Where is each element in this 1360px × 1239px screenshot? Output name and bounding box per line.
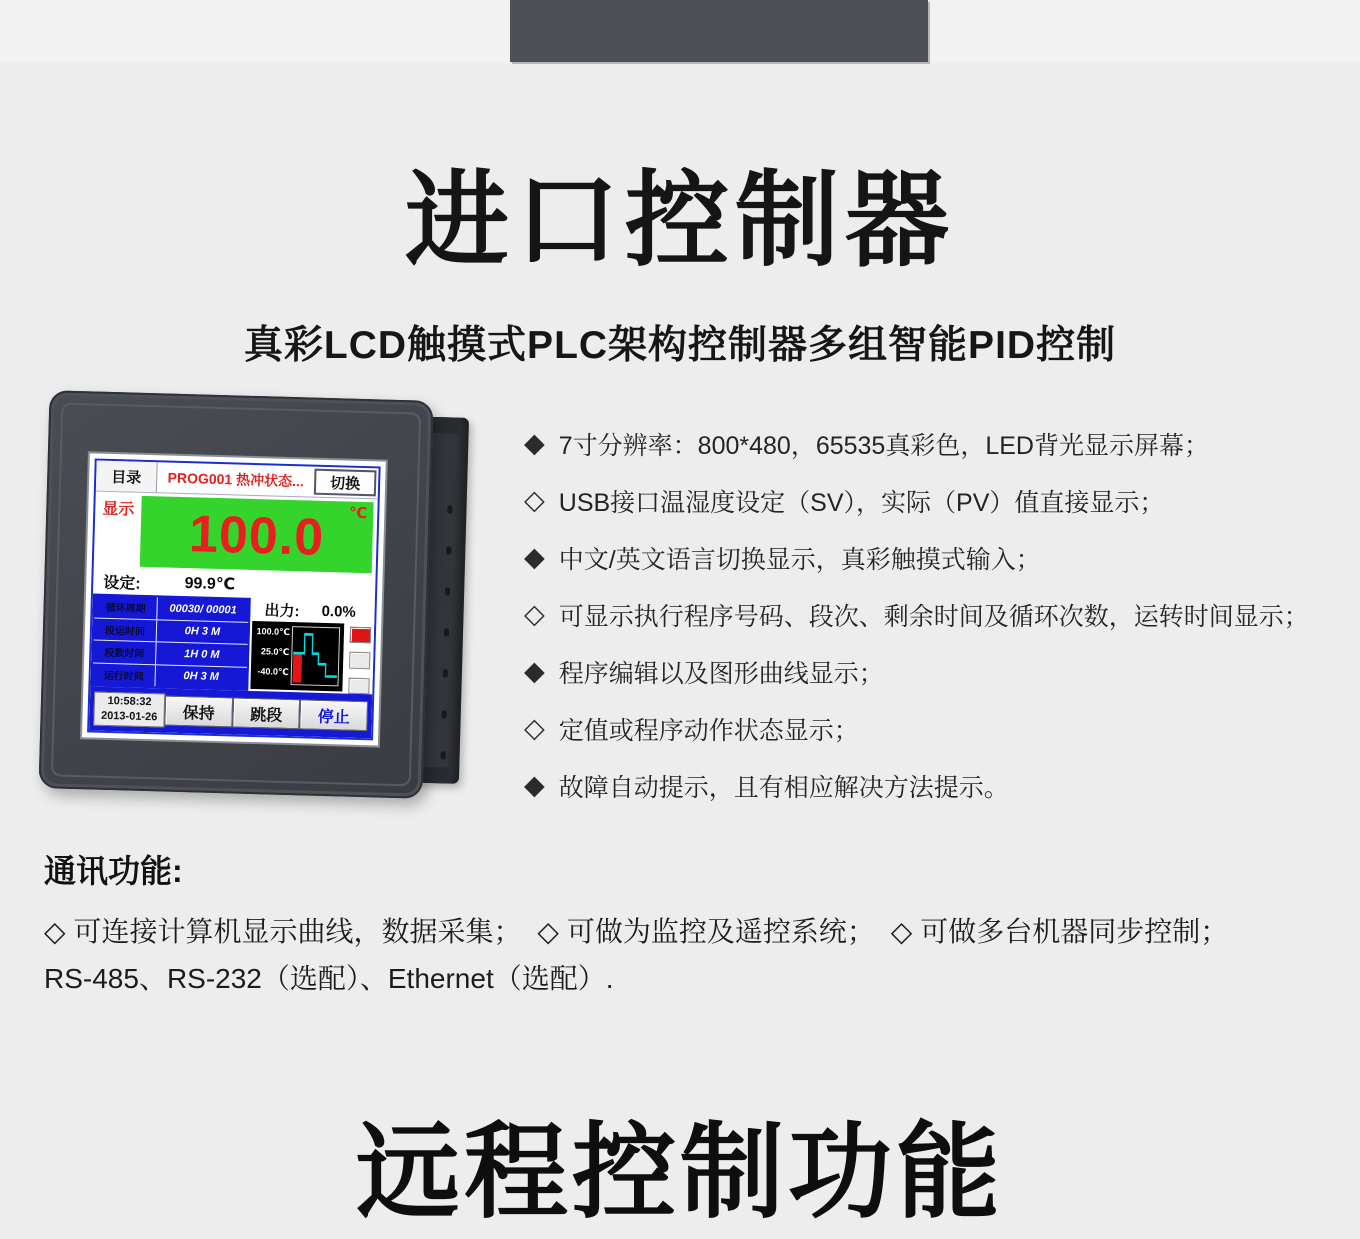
page-subtitle: 真彩LCD触摸式PLC架构控制器多组智能PID控制 bbox=[243, 324, 1117, 367]
vent-holes bbox=[440, 505, 452, 759]
feature-text: USB接口温湿度设定（SV），实际（PV）值直接显示； bbox=[558, 488, 1165, 517]
feature-text: 程序编辑以及图形曲线显示； bbox=[558, 659, 884, 688]
menu-button: 目录 bbox=[96, 461, 158, 493]
output-value: 0.0% bbox=[321, 602, 357, 621]
diamond-icon: ◆ bbox=[524, 428, 545, 458]
feature-list bbox=[524, 415, 1344, 814]
diamond-icon: ◇ bbox=[537, 916, 559, 947]
feature-item bbox=[524, 472, 1344, 529]
pv-display-panel bbox=[140, 496, 374, 573]
diamond-icon: ◇ bbox=[44, 916, 66, 947]
clock-time: 10:58:32 bbox=[107, 695, 152, 709]
chart-plot bbox=[290, 626, 340, 686]
set-value: 99.9℃ bbox=[184, 575, 236, 594]
display-label: 显示 bbox=[102, 500, 135, 519]
clock-display bbox=[93, 692, 165, 728]
diamond-icon: ◇ bbox=[524, 485, 545, 515]
table-row: 运行时间 0H 3 M bbox=[92, 663, 247, 689]
hold-button: 保持 bbox=[165, 696, 233, 728]
skip-button: 跳段 bbox=[232, 697, 300, 729]
comm-interfaces: RS-485、RS-232（选配）、Ethernet（选配）. bbox=[44, 963, 614, 994]
feature-item bbox=[524, 529, 1344, 586]
chart-column bbox=[248, 598, 375, 694]
controller-photo bbox=[39, 390, 470, 800]
status-indicators bbox=[344, 623, 374, 695]
diamond-icon: ◆ bbox=[524, 656, 545, 686]
chart-area bbox=[248, 620, 374, 694]
diamond-icon: ◆ bbox=[524, 542, 545, 572]
clock-date: 2013-01-26 bbox=[100, 709, 158, 724]
feature-text: 故障自动提示，且有相应解决方法提示。 bbox=[558, 773, 1009, 802]
comm-section-heading: 通讯功能: bbox=[44, 853, 183, 889]
previous-section-image-fragment bbox=[510, 0, 928, 62]
set-label: 设定: bbox=[103, 574, 141, 593]
indicator-red bbox=[349, 627, 370, 644]
device-bezel bbox=[39, 390, 434, 799]
profile-chart bbox=[250, 621, 344, 692]
diamond-icon: ◇ bbox=[524, 599, 545, 629]
feature-text: 7寸分辨率：800*480，65535真彩色，LED背光显示屏幕； bbox=[558, 431, 1209, 460]
comm-section-text bbox=[44, 908, 1344, 1002]
info-table bbox=[90, 594, 251, 691]
diamond-icon: ◇ bbox=[524, 713, 545, 743]
feature-item bbox=[524, 757, 1344, 814]
program-status-title: PROG001 热冲状态... bbox=[167, 469, 304, 490]
feature-item bbox=[524, 700, 1344, 757]
table-row: 段运时间 0H 3 M bbox=[94, 618, 249, 645]
pv-display-row bbox=[94, 492, 378, 576]
feature-text: 中文/英文语言切换显示，真彩触摸式输入； bbox=[558, 545, 1041, 574]
screen-frame bbox=[87, 459, 381, 741]
pv-unit: ℃ bbox=[348, 504, 368, 523]
page-title: 进口控制器 bbox=[404, 163, 955, 279]
chart-y-axis: 100.0℃ 25.0℃ -40.0℃ bbox=[256, 626, 291, 678]
diamond-icon: ◆ bbox=[524, 770, 545, 800]
comm-segment: ◇ 可做多台机器同步控制； bbox=[890, 916, 1229, 947]
pv-value: 100.0 bbox=[188, 504, 326, 567]
feature-item bbox=[524, 586, 1344, 643]
table-row: 段数时间 1H 0 M bbox=[93, 641, 248, 668]
feature-item bbox=[524, 415, 1344, 472]
feature-text: 定值或程序动作状态显示； bbox=[558, 716, 859, 745]
feature-item bbox=[524, 643, 1344, 700]
screen-bottom-bar bbox=[89, 686, 372, 738]
switch-button: 切换 bbox=[314, 469, 377, 497]
device-screen bbox=[82, 453, 386, 745]
feature-text: 可显示执行程序号码、段次、剩余时间及循环次数，运转时间显示； bbox=[558, 602, 1309, 631]
mounting-clip-top bbox=[431, 417, 461, 434]
diamond-icon: ◇ bbox=[890, 916, 913, 947]
indicator-off bbox=[348, 652, 369, 669]
screen-middle bbox=[90, 594, 374, 695]
next-section-title: 远程控制功能 bbox=[355, 1115, 1004, 1231]
table-row: 循环周期 00030/ 00001 bbox=[94, 596, 249, 623]
comm-segment: ◇ 可连接计算机显示曲线，数据采集； bbox=[44, 916, 522, 947]
stop-button: 停止 bbox=[300, 699, 368, 731]
mounting-clip-bottom bbox=[421, 767, 451, 784]
output-label: 出力: bbox=[264, 601, 300, 620]
comm-segment: ◇ 可做为监控及遥控系统； bbox=[537, 916, 875, 947]
indicator-off bbox=[348, 677, 369, 694]
